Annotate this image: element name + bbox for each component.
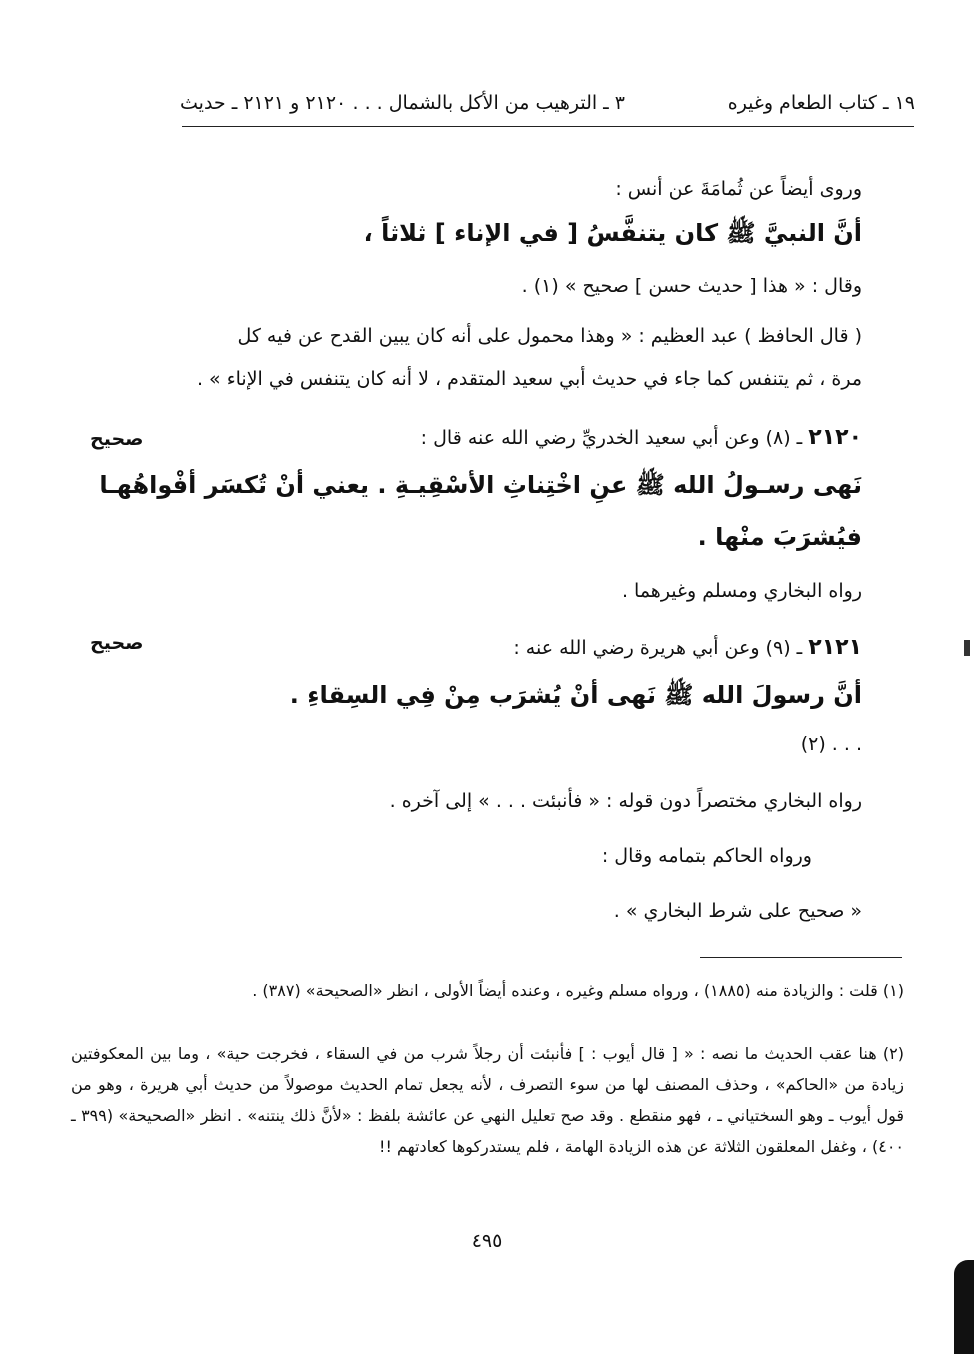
hadith-2121-intro-line: [513, 635, 862, 660]
hadith-2121-source-2: ورواه الحاكم بتمامه وقال :: [601, 845, 812, 867]
hadith-2120-text-1: نَهى رسـولُ الله ﷺ عنِ اخْتِناثِ الأسْقِيـةِ . يعني أنْ تُكسَر أفْواهُهـا: [99, 471, 862, 499]
hafiz-note-line-2: مرة ، ثم يتنفس كما جاء في حديث أبي سعيد المتقدم ، لا أنه كان يتنفس في الإناء » .: [196, 368, 862, 390]
hadith-2121-intro: ـ (٩) وعن أبي هريرة رضي الله عنه :: [513, 637, 803, 659]
running-header: [180, 86, 915, 126]
hadith-2120-source: رواه البخاري ومسلم وغيرهما .: [621, 580, 862, 602]
hadith-2121-ellipsis: . . . (٢): [800, 733, 862, 755]
intro-line: وروى أيضاً عن ثُمامَةَ عن أنس :: [615, 178, 862, 200]
hadith-2121-text-1: أنَّ رسولَ الله ﷺ نَهى أنْ يُشرَب مِنْ فِي السِقاءِ .: [289, 681, 862, 709]
hadith-a-text: أنَّ النبيَّ ﷺ كان يتنفَّسُ [ في الإناء ] ثلاثاً ،: [363, 219, 862, 247]
hadith-2120-intro: ـ (٨) وعن أبي سعيد الخدريِّ رضي الله عنه قال :: [420, 427, 803, 449]
header-rule: [182, 126, 914, 127]
footnote-rule: [700, 957, 902, 958]
hadith-2120-text-2: فيُشرَبَ منْها .: [697, 523, 862, 551]
scan-edge-shadow: [954, 1260, 974, 1354]
scan-margin-mark: [964, 640, 970, 656]
grade-label-2121: صحيح: [90, 632, 144, 654]
hadith-a-ruling: وقال : « هذا [ حديث حسن ] صحيح » (١) .: [521, 275, 862, 297]
hadith-number-2120: ٢١٢٠: [808, 425, 862, 450]
hadith-2120-intro-line: [421, 425, 862, 450]
hadith-2121-source-3: « صحيح على شرط البخاري » .: [613, 900, 862, 922]
header-chapter: ١٩ ـ كتاب الطعام وغيره: [727, 92, 915, 114]
header-hadith-range: ٢١٢٠ و ٢١٢١ ـ حديث: [180, 92, 347, 114]
page-number: ٤٩٥: [471, 1230, 503, 1252]
footnote-1: (١) قلت : والزيادة منه (١٨٨٥) ، ورواه مسلم وغيره ، وعنده أيضاً الأولى ، انظر «الصحيحة» (٣٨٧) .: [252, 981, 904, 1000]
hadith-number-2121: ٢١٢١: [808, 635, 862, 660]
header-section: ٣ ـ الترهيب من الأكل بالشمال . . .: [352, 92, 625, 114]
grade-label-2120: صحيح: [90, 428, 144, 450]
footnote-2: (٢) هنا عقب الحديث ما نصه : « [ قال أيوب : ] فأنبئت أن رجلاً شرب من في السقاء ، فخرجت حية» ، وما بين المعكوفتين زيادة من «الحاكم» ، وحذف المصنف لها من سوء التصرف ، لأنه يجعل تمام الحديث موصولاً من حديث أبي هريرة ، وهو من قول أيوب ـ وهو السختياني ـ ، فهو منقطع . وقد صح تعليل النهي عن عائشة بلفظ : «لأنَّ ذلك ينتنه» . انظر «الصحيحة» (٣٩٩ ـ ٤٠٠) ، وغفل المعلقون الثلاثة عن هذه الزيادة الهامة ، فلم يستدركوها كعادتهم !!: [71, 1044, 904, 1156]
hadith-2121-source-1: رواه البخاري مختصراً دون قوله : « فأنبئت . . . » إلى آخره .: [389, 790, 862, 812]
hafiz-note-line-1: ( قال الحافظ ) عبد العظيم : « وهذا محمول على أنه كان يبين القدح عن فيه كل: [237, 325, 862, 347]
